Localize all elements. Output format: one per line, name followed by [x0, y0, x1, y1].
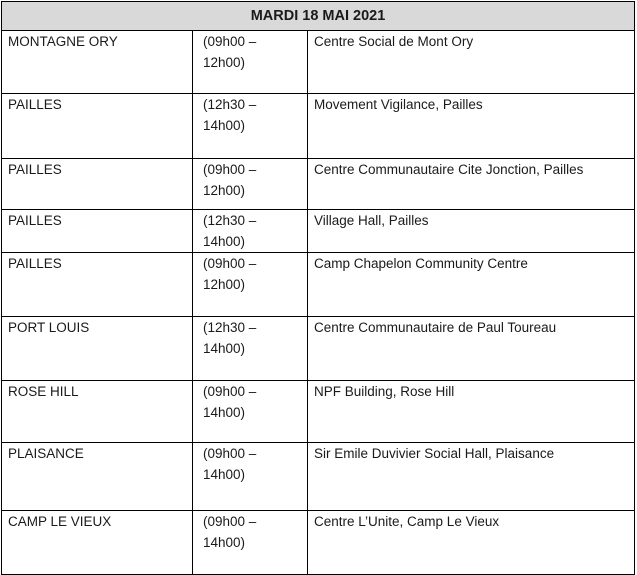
table-row — [2, 381, 635, 443]
area-cell: PAILLES — [2, 159, 193, 210]
date-header: MARDI 18 MAI 2021 — [2, 2, 635, 31]
header-row — [2, 2, 635, 31]
venue-cell: Sir Emile Duvivier Social Hall, Plaisance — [308, 443, 635, 511]
time-cell: (09h00 – 14h00) — [193, 511, 308, 575]
venue-cell: Centre Communautaire Cite Jonction, Pailles — [308, 159, 635, 210]
time-cell: (12h30 – 14h00) — [193, 210, 308, 253]
table-row — [2, 94, 635, 159]
area-cell: PAILLES — [2, 210, 193, 253]
venue-cell: Centre L’Unite, Camp Le Vieux — [308, 511, 635, 575]
time-cell: (09h00 – 12h00) — [193, 253, 308, 317]
area-cell: PAILLES — [2, 94, 193, 159]
vaccination-schedule-table — [1, 1, 635, 575]
table-row — [2, 159, 635, 210]
time-cell: (09h00 – 12h00) — [193, 159, 308, 210]
area-cell: ROSE HILL — [2, 381, 193, 443]
table-row — [2, 317, 635, 381]
time-cell: (09h00 – 14h00) — [193, 443, 308, 511]
time-cell: (09h00 – 12h00) — [193, 31, 308, 94]
area-cell: CAMP LE VIEUX — [2, 511, 193, 575]
area-cell: PAILLES — [2, 253, 193, 317]
table-row — [2, 210, 635, 253]
venue-cell: Village Hall, Pailles — [308, 210, 635, 253]
venue-cell: Centre Communautaire de Paul Toureau — [308, 317, 635, 381]
area-cell: PLAISANCE — [2, 443, 193, 511]
table-row — [2, 511, 635, 575]
venue-cell: Centre Social de Mont Ory — [308, 31, 635, 94]
venue-cell: Movement Vigilance, Pailles — [308, 94, 635, 159]
time-cell: (12h30 – 14h00) — [193, 94, 308, 159]
table-row — [2, 443, 635, 511]
table-row — [2, 253, 635, 317]
table-row — [2, 31, 635, 94]
time-cell: (09h00 – 14h00) — [193, 381, 308, 443]
venue-cell: Camp Chapelon Community Centre — [308, 253, 635, 317]
time-cell: (12h30 – 14h00) — [193, 317, 308, 381]
venue-cell: NPF Building, Rose Hill — [308, 381, 635, 443]
area-cell: MONTAGNE ORY — [2, 31, 193, 94]
area-cell: PORT LOUIS — [2, 317, 193, 381]
